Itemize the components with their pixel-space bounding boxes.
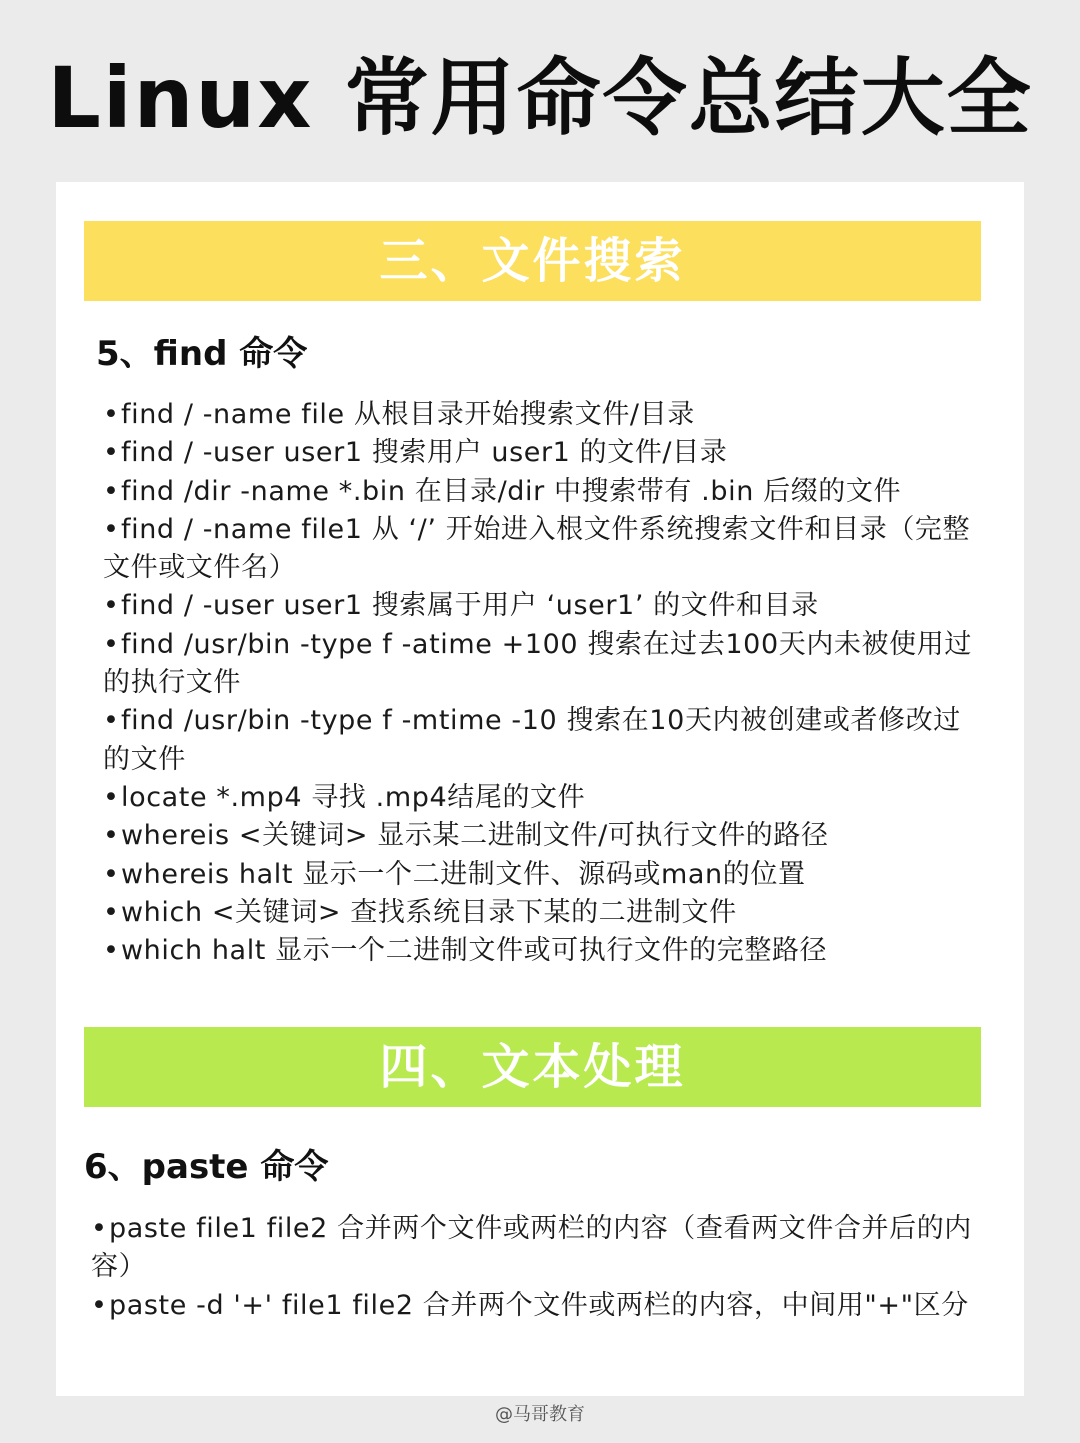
bullet: • xyxy=(103,781,120,813)
paste-command-heading: 6、paste 命令 xyxy=(84,1147,329,1187)
list-item-text: locate *.mp4 寻找 .mp4结尾的文件 xyxy=(121,781,586,813)
section-banner-text-processing: 四、文本处理 xyxy=(84,1027,981,1107)
list-item xyxy=(103,626,983,703)
list-item xyxy=(103,856,983,894)
list-item xyxy=(103,894,983,932)
list-item xyxy=(91,1287,983,1325)
bullet: • xyxy=(103,705,120,737)
list-item-text: paste file1 file2 合并两个文件或两栏的内容（查看两文件合并后的内容） xyxy=(91,1213,972,1283)
list-item-text: find /dir -name *.bin 在目录/dir 中搜索带有 .bin 后缀的文件 xyxy=(121,475,902,507)
list-item-text: which <关键词> 查找系统目录下某的二进制文件 xyxy=(121,896,737,928)
content-card xyxy=(56,182,1024,1396)
list-item xyxy=(103,702,983,779)
list-item-text: whereis halt 显示一个二进制文件、源码或man的位置 xyxy=(121,858,806,890)
list-item xyxy=(103,817,983,855)
list-item-text: find / -user user1 搜索属于用户 ‘user1’ 的文件和目录 xyxy=(121,590,819,622)
list-item-text: find / -name file1 从 ‘/’ 开始进入根文件系统搜索文件和目录（完整文件或文件名） xyxy=(103,513,971,584)
bullet: • xyxy=(103,896,120,928)
paste-command-list xyxy=(91,1210,983,1325)
bullet: • xyxy=(103,437,120,469)
list-item xyxy=(103,396,983,434)
bullet: • xyxy=(91,1289,108,1321)
bullet: • xyxy=(103,475,120,507)
list-item xyxy=(103,932,983,970)
bullet: • xyxy=(103,935,120,967)
bullet: • xyxy=(103,513,120,545)
bullet: • xyxy=(91,1213,108,1244)
watermark-footer: @马哥教育 xyxy=(495,1404,585,1425)
bullet: • xyxy=(103,590,120,622)
list-item-text: find /usr/bin -type f -atime +100 搜索在过去100天内未被使用过的执行文件 xyxy=(103,628,972,699)
list-item-text: find /usr/bin -type f -mtime -10 搜索在10天内被创建或者修改过的文件 xyxy=(103,705,961,775)
page-title: Linux 常用命令总结大全 xyxy=(47,49,1033,147)
list-item-text: paste -d '+' file1 file2 合并两个文件或两栏的内容，中间用"+"区分 xyxy=(109,1289,969,1321)
list-item xyxy=(103,779,983,817)
list-item-text: find / -user user1 搜索用户 user1 的文件/目录 xyxy=(121,437,728,469)
list-item-text: which halt 显示一个二进制文件或可执行文件的完整路径 xyxy=(121,935,828,967)
bullet: • xyxy=(103,820,120,852)
bullet: • xyxy=(103,858,120,890)
list-item xyxy=(91,1210,983,1287)
bullet: • xyxy=(103,628,120,660)
find-command-heading: 5、find 命令 xyxy=(96,334,308,374)
find-command-list xyxy=(103,396,983,970)
list-item xyxy=(103,434,983,472)
list-item xyxy=(103,587,983,625)
bullet: • xyxy=(103,399,120,430)
list-item xyxy=(103,511,983,588)
list-item-text: find / -name file 从根目录开始搜索文件/目录 xyxy=(121,399,695,430)
list-item xyxy=(103,473,983,511)
section-banner-file-search: 三、文件搜索 xyxy=(84,221,981,301)
list-item-text: whereis <关键词> 显示某二进制文件/可执行文件的路径 xyxy=(121,820,829,852)
